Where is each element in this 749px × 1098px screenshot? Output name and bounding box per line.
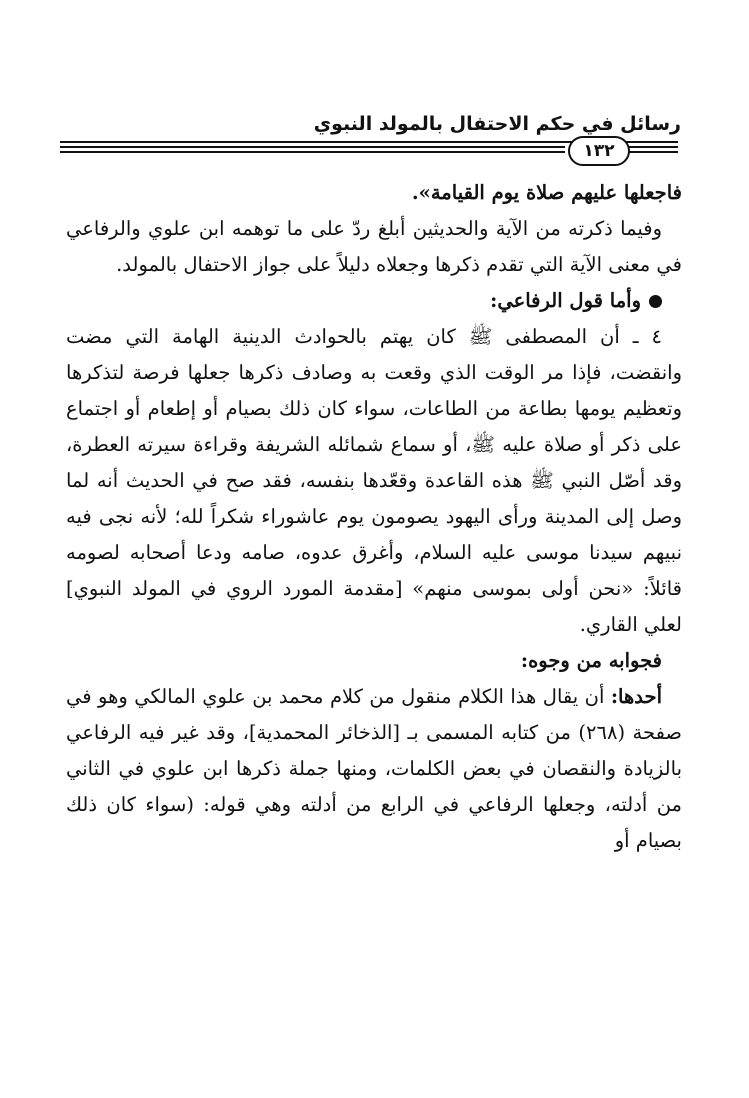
paragraph-rifai-heading — [66, 283, 682, 319]
paragraph-rifai-quote: ٤ ـ أن المصطفى ﷺ كان يهتم بالحوادث الدينية الهامة التي مضت وانقضت، فإذا مر الوقت الذي وقعت به وصادف ذكرها جعلها فرصة لتذكرها وتعظيم يومها بطاعة من الطاعات، سواء كان ذلك بصيام أو إطعام أو اجتماع على ذكر أو صلاة عليه ﷺ، أو سماع شمائله الشريفة وقراءة سيرته العطرة، وقد أصّل النبي ﷺ هذه القاعدة وقعّدها بنفسه، فقد صح في الحديث أنه لما وصل إلى المدينة ورأى اليهود يصومون يوم عاشوراء شكراً لله؛ لأنه نجى فيه نبيهم سيدنا موسى عليه السلام، وأغرق عدوه، صامه ودعا أصحابه لصومه قائلاً: «نحن أولى بموسى منهم» [مقدمة المورد الروي في المولد النبوي] لعلي القاري. — [66, 325, 682, 636]
paragraph-refutation: وفيما ذكرته من الآية والحديثين أبلغ ردّ على ما توهمه ابن علوي والرفاعي في معنى الآية التي تقدم ذكرها وجعلاه دليلاً على جواز الاحتفال بالمولد. — [66, 217, 682, 276]
page-body — [66, 175, 682, 859]
header-rule-bottom-right — [628, 151, 678, 153]
paragraph-first-point — [66, 679, 682, 859]
running-title: رسائل في حكم الاحتفال بالمولد النبوي — [313, 113, 681, 135]
paragraph-hadith-end: فاجعلها عليهم صلاة يوم القيامة». — [411, 181, 682, 204]
header-rule-middle-right — [628, 146, 678, 148]
page-number: ١٣٢ — [568, 136, 630, 166]
header-rule-bottom-left — [60, 151, 565, 153]
header-rule-middle-left — [60, 146, 565, 148]
first-point-text: أن يقال هذا الكلام منقول من كلام محمد بن علوي المالكي وهو في صفحة (٢٦٨) من كتابه المسمى بـ [الذخائر المحمدية]، وقد غير فيه الرفاعي بالزيادة والنقصان في بعض الكلمات، ومنها جملة ذكرها ابن علوي في الثاني من أدلته، وجعلها الرفاعي في الرابع من أدلته وهي قوله: (سواء كان ذلك بصيام أو — [66, 685, 682, 852]
bullet-icon — [649, 295, 662, 308]
paragraph-answer-heading: فجوابه من وجوه: — [520, 649, 662, 672]
first-point-label: أحدها: — [610, 685, 662, 708]
rifai-heading-text: وأما قول الرفاعي: — [490, 289, 641, 312]
